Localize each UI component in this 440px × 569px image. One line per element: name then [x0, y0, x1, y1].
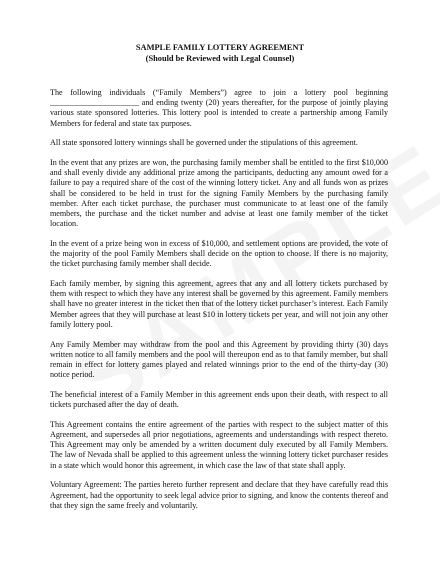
paragraph-entire-agreement: This Agreement contains the entire agreement of the parties with respect to the subject matter of this Agreement, and supersedes all prior negotiations, agreements and understandings with respect thereto. This Agreement may only be amended by a written document duly executed by all Family Members. The law of Nevada shall be applied to this agreement unless the winning lottery ticket purchaser resides in a state which would honor this agreement, in which case the law of that state shall apply. — [50, 419, 388, 470]
document-title-block — [0, 42, 440, 64]
paragraph-beneficial-interest: The beneficial interest of a Family Member in this agreement ends upon their death, with respect to all tickets purchased after the day of death. — [50, 389, 388, 410]
paragraph-member-obligations: Each family member, by signing this agreement, agrees that any and all lottery tickets purchased by them with respect to which they have any interest shall be governed by this agreement. Family members shall have no greater interest in the ticket then that of the lottery ticket purchaser’s interest. Each Family Member agrees that they will purchase at least $10 in lottery tickets per year, and will not join any other family lottery pool. — [50, 279, 388, 329]
paragraph-withdrawal: Any Family Member may withdraw from the pool and this Agreement by providing thirty (30) days written notice to all family members and the pool will thereupon end as to that family member, but shall remain in effect for lottery games played and related winnings prior to the end of the thirty-day (30) notice period. — [50, 339, 388, 380]
agreement-body — [50, 88, 388, 520]
paragraph-settlement-options: In the event of a prize being won in excess of $10,000, and settlement options are provided, the vote of the majority of the pool Family Members shall decide on the option to choose. If there is no majority, the ticket purchasing family member shall decide. — [50, 238, 388, 269]
paragraph-voluntary-agreement: Voluntary Agreement: The parties hereto further represent and declare that they have carefully read this Agreement, had the opportunity to seek legal advice prior to signing, and know the contents thereof and that they sign the same freely and voluntarily. — [50, 480, 388, 510]
document-subtitle: (Should be Reviewed with Legal Counsel) — [145, 54, 295, 63]
document-title: SAMPLE FAMILY LOTTERY AGREEMENT — [135, 43, 305, 52]
paragraph-pool-members: The following individuals (“Family Members”) agree to join a lottery pool beginning ______________________ and ending twenty (20) years thereafter, for the purpose of jointly playing various state sponsored lotteries. This lottery pool is intended to create a partnership among Family Members for federal and state tax purposes. — [50, 88, 388, 128]
paragraph-prize-division: In the event that any prizes are won, the purchasing family member shall be entitled to the first $10,000 and shall evenly divide any additional prize among the participants, deducting any amount owed for a failure to pay a required share of the cost of the winning lottery ticket. Any and all funds won as prizes shall be considered to be held in trust for the signing Family Members by the purchasing family member. After each ticket purchase, the purchaser must communicate to at least one of the family members, the purchase and the ticket number and advise at least one family member of the ticket location. — [50, 158, 388, 229]
paragraph-governing-winnings: All state sponsored lottery winnings shall be governed under the stipulations of this agreement. — [50, 138, 358, 148]
